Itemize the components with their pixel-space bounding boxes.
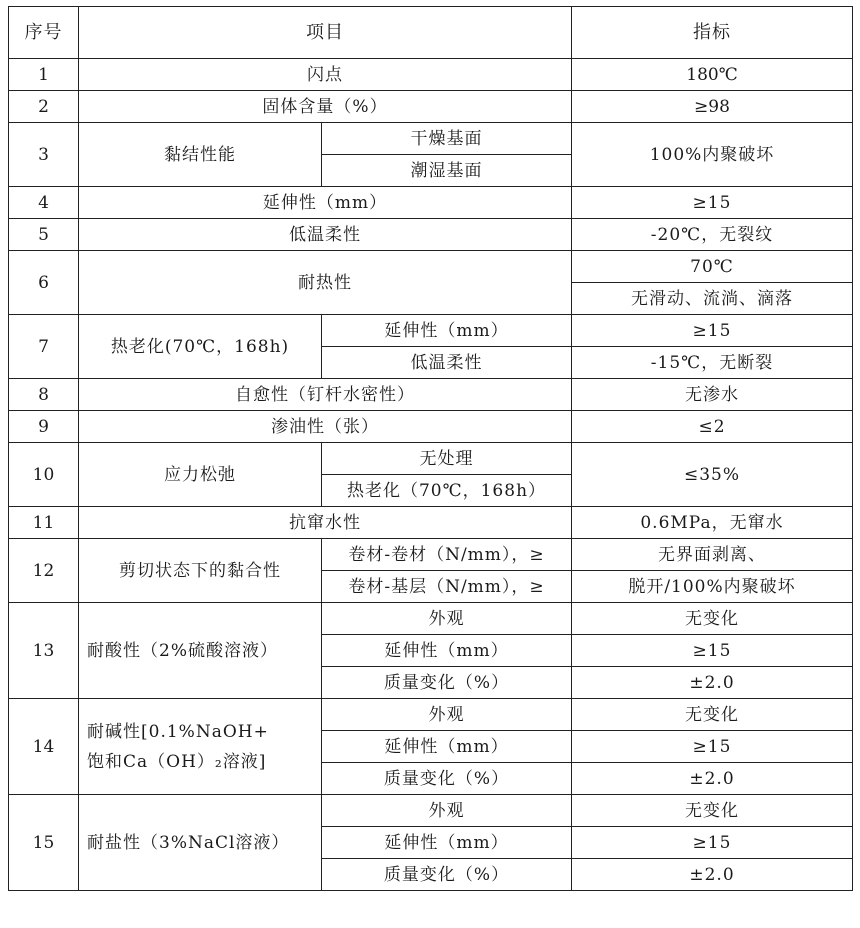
row-subitem: 无处理 [322, 443, 572, 475]
row-item: 抗窜水性 [79, 507, 572, 539]
row-spec: 无渗水 [572, 379, 853, 411]
header-row [9, 7, 853, 59]
table-row [9, 219, 853, 251]
row-item: 自愈性（钉杆水密性） [79, 379, 572, 411]
row-subitem: 延伸性（mm） [322, 827, 572, 859]
row-no: 2 [9, 91, 79, 123]
row-subitem: 外观 [322, 603, 572, 635]
table-row [9, 699, 853, 731]
header-item: 项目 [79, 7, 572, 59]
row-subitem: 热老化（70℃，168h） [322, 475, 572, 507]
row-spec: 0.6MPa，无窜水 [572, 507, 853, 539]
row-no: 9 [9, 411, 79, 443]
row-subitem: 低温柔性 [322, 347, 572, 379]
row-spec: 无变化 [572, 699, 853, 731]
row-no: 3 [9, 123, 79, 187]
row-subitem: 卷材-基层（N/mm），≥ [322, 571, 572, 603]
table-row [9, 411, 853, 443]
row-spec: 无变化 [572, 795, 853, 827]
row-spec: 无变化 [572, 603, 853, 635]
row-no: 1 [9, 59, 79, 91]
row-item: 固体含量（%） [79, 91, 572, 123]
row-spec: ≤35% [572, 443, 853, 507]
row-item: 黏结性能 [79, 123, 322, 187]
row-spec: ≥98 [572, 91, 853, 123]
row-spec: 70℃ [572, 251, 853, 283]
row-subitem: 卷材-卷材（N/mm），≥ [322, 539, 572, 571]
row-item: 剪切状态下的黏合性 [79, 539, 322, 603]
spec-table [8, 6, 853, 891]
row-spec: ≥15 [572, 635, 853, 667]
table-row [9, 507, 853, 539]
row-no: 4 [9, 187, 79, 219]
row-no: 6 [9, 251, 79, 315]
row-no: 5 [9, 219, 79, 251]
row-item [79, 699, 322, 795]
table-row [9, 123, 853, 155]
row-item-line1: 耐碱性[0.1%NaOH+ [87, 721, 269, 742]
row-item: 应力松弛 [79, 443, 322, 507]
row-item-line2: 饱和Ca（OH）₂溶液] [87, 751, 267, 772]
row-spec: 180℃ [572, 59, 853, 91]
row-spec: 100%内聚破坏 [572, 123, 853, 187]
row-no: 11 [9, 507, 79, 539]
row-no: 7 [9, 315, 79, 379]
row-item: 耐酸性（2%硫酸溶液） [79, 603, 322, 699]
row-spec: ≥15 [572, 315, 853, 347]
row-spec: -20℃，无裂纹 [572, 219, 853, 251]
row-item: 闪点 [79, 59, 572, 91]
row-spec: ≤2 [572, 411, 853, 443]
row-no: 12 [9, 539, 79, 603]
table-row [9, 603, 853, 635]
row-item: 热老化(70℃，168h) [79, 315, 322, 379]
row-subitem: 质量变化（%） [322, 667, 572, 699]
row-spec: -15℃，无断裂 [572, 347, 853, 379]
row-spec: ±2.0 [572, 763, 853, 795]
row-subitem: 延伸性（mm） [322, 635, 572, 667]
row-subitem: 质量变化（%） [322, 763, 572, 795]
row-item: 延伸性（mm） [79, 187, 572, 219]
row-spec: ±2.0 [572, 667, 853, 699]
table-row [9, 443, 853, 475]
row-spec: ≥15 [572, 731, 853, 763]
row-subitem: 延伸性（mm） [322, 315, 572, 347]
table-row [9, 91, 853, 123]
row-subitem: 外观 [322, 795, 572, 827]
row-subitem: 潮湿基面 [322, 155, 572, 187]
table-row [9, 379, 853, 411]
header-spec: 指标 [572, 7, 853, 59]
row-item: 渗油性（张） [79, 411, 572, 443]
table-row [9, 539, 853, 571]
row-spec: ≥15 [572, 827, 853, 859]
row-spec: ≥15 [572, 187, 853, 219]
table-row [9, 251, 853, 283]
row-no: 8 [9, 379, 79, 411]
table-row [9, 795, 853, 827]
row-spec: ±2.0 [572, 859, 853, 891]
row-subitem: 延伸性（mm） [322, 731, 572, 763]
row-item: 耐热性 [79, 251, 572, 315]
row-no: 10 [9, 443, 79, 507]
row-spec: 脱开/100%内聚破坏 [572, 571, 853, 603]
row-no: 13 [9, 603, 79, 699]
header-no: 序号 [9, 7, 79, 59]
row-spec: 无界面剥离、 [572, 539, 853, 571]
row-item: 低温柔性 [79, 219, 572, 251]
row-subitem: 质量变化（%） [322, 859, 572, 891]
table-row [9, 187, 853, 219]
table-row [9, 59, 853, 91]
row-spec: 无滑动、流淌、滴落 [572, 283, 853, 315]
row-no: 14 [9, 699, 79, 795]
row-no: 15 [9, 795, 79, 891]
row-subitem: 外观 [322, 699, 572, 731]
table-row [9, 315, 853, 347]
row-item: 耐盐性（3%NaCl溶液） [79, 795, 322, 891]
row-subitem: 干燥基面 [322, 123, 572, 155]
